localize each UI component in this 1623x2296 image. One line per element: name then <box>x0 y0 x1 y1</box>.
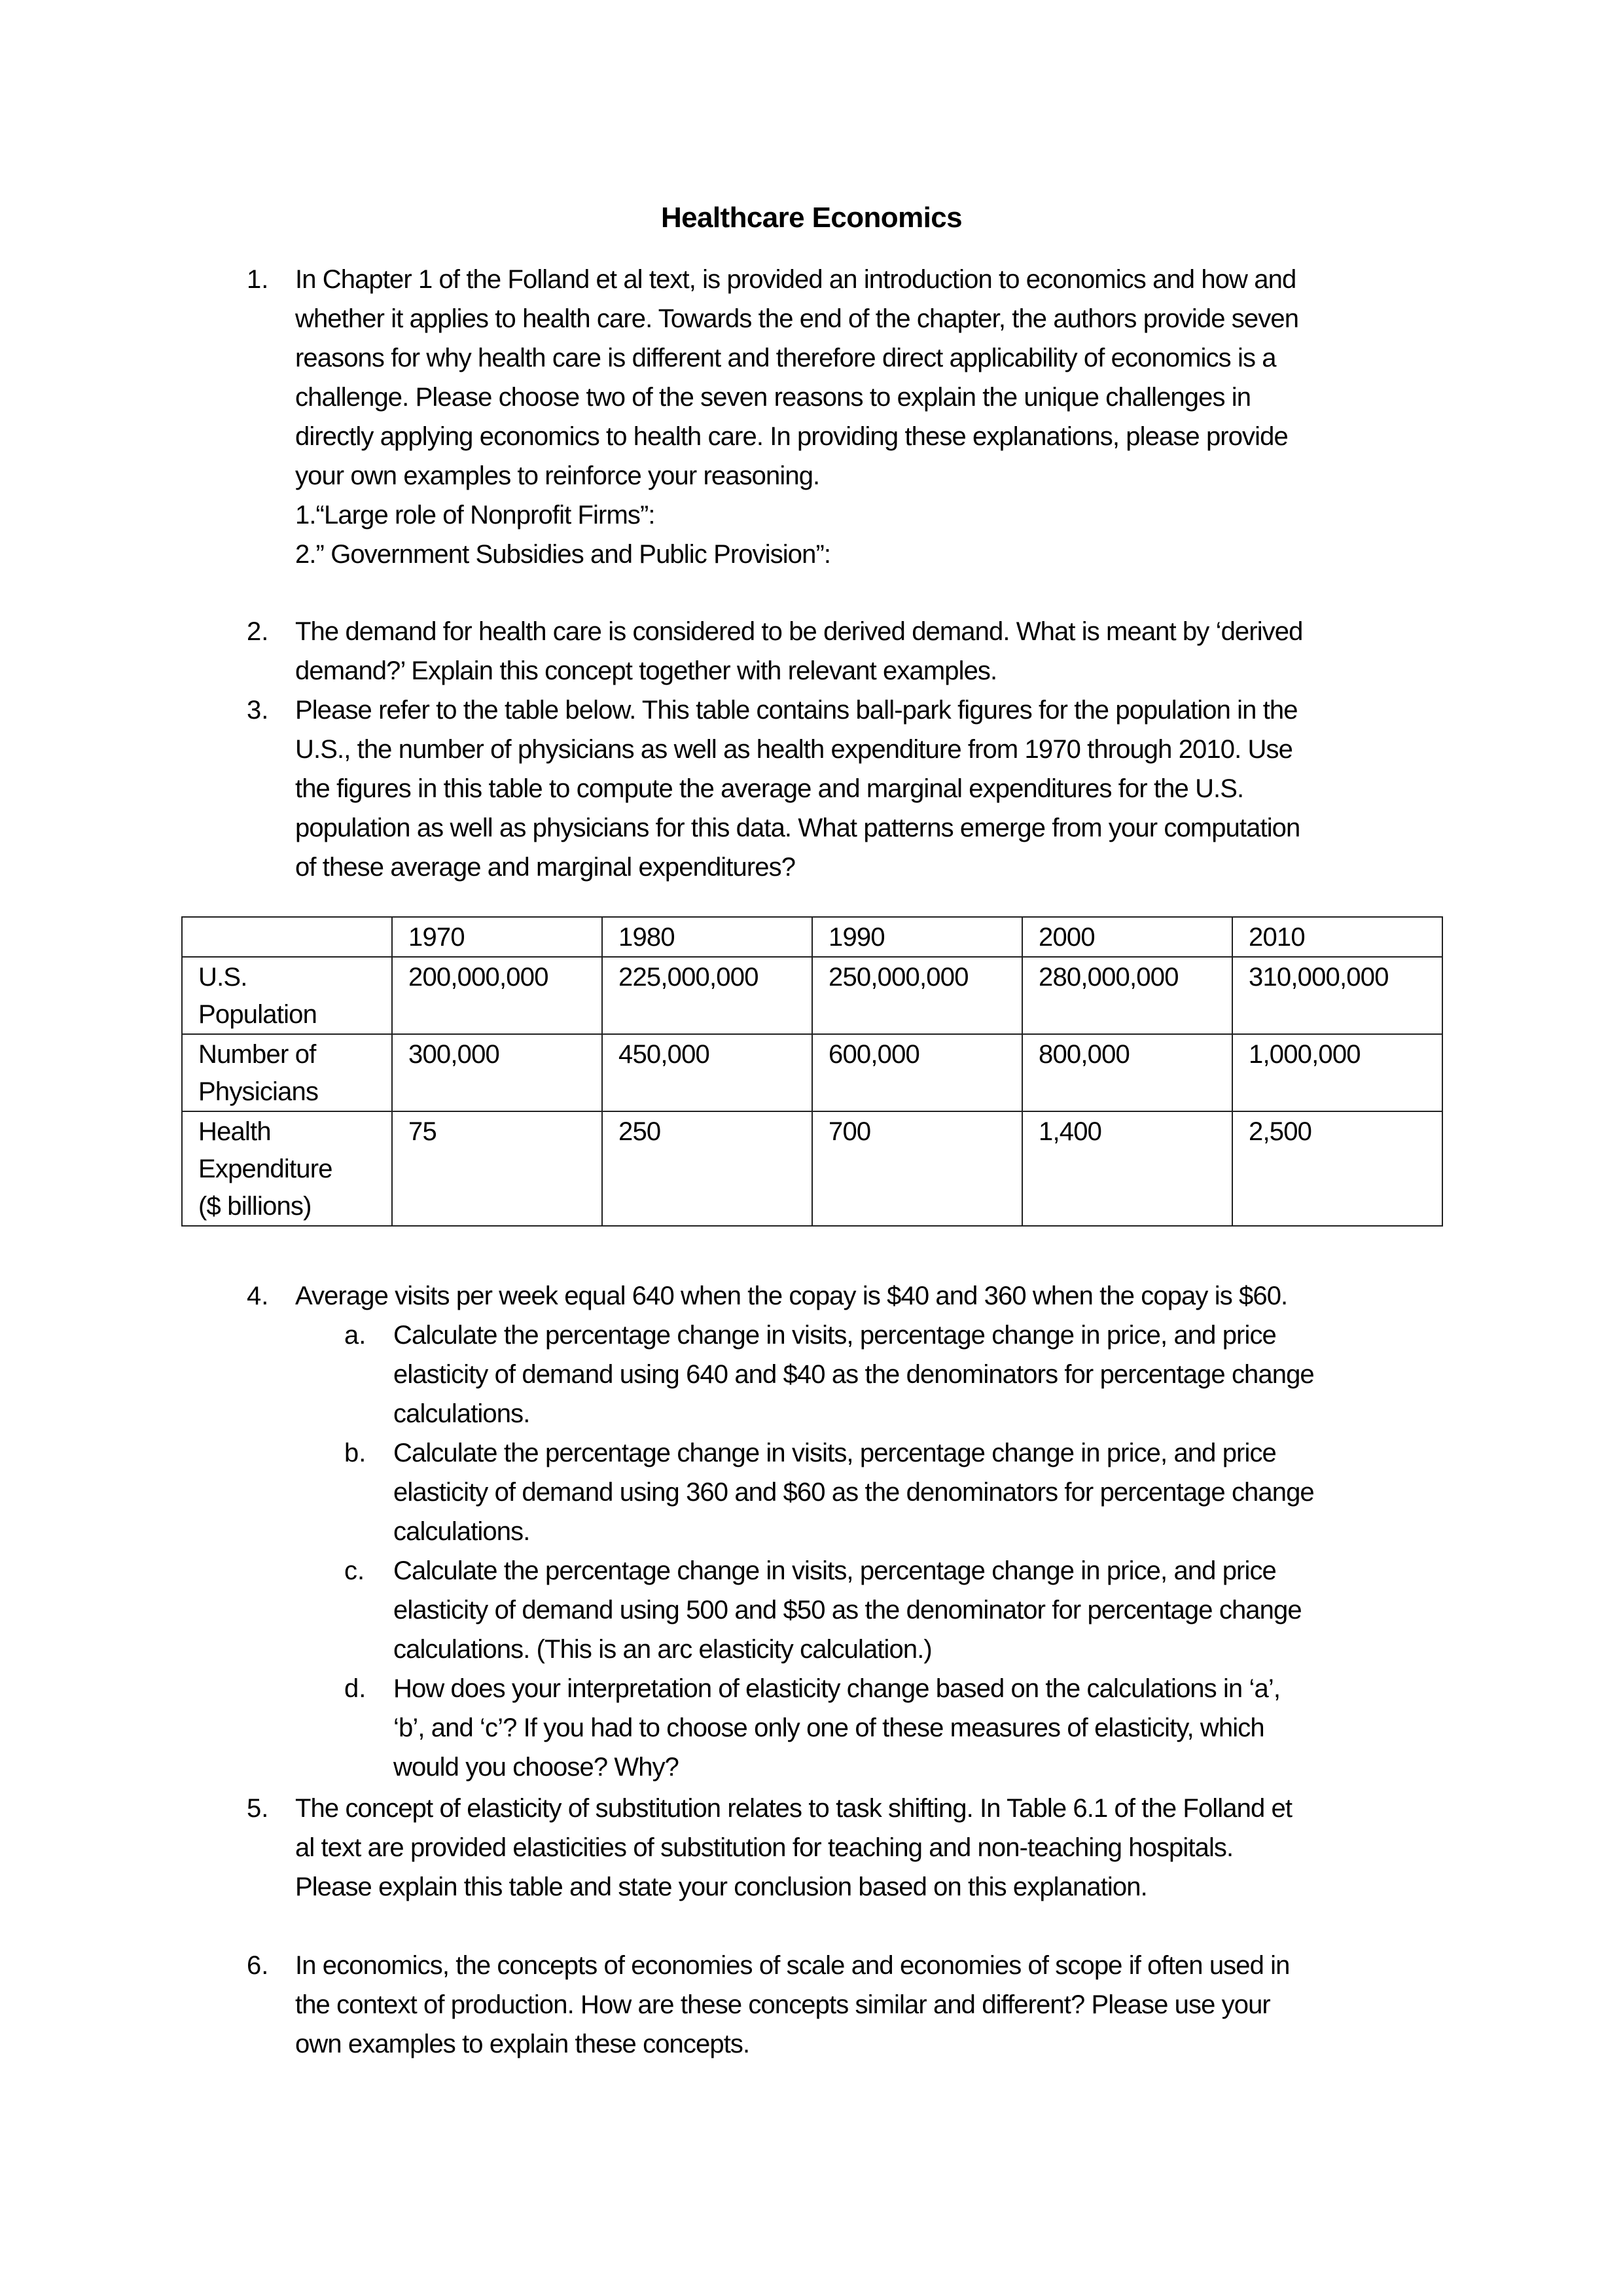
question-number: 1. <box>247 265 269 294</box>
question-text-line: demand?’ Explain this concept together with relevant examples. <box>295 656 997 685</box>
question-number: 2. <box>247 617 269 646</box>
row-label-line: Expenditure <box>198 1155 332 1183</box>
table-cell: 225,000,000 <box>602 957 812 1034</box>
question-text-line: The concept of elasticity of substitution relates to task shifting. In Table 6.1 of the Folland et <box>295 1794 1293 1823</box>
subquestion-letter: c. <box>344 1556 365 1585</box>
row-label-cell <box>182 1111 392 1226</box>
table-header-cell: 1970 <box>392 917 602 957</box>
table-cell: 1,000,000 <box>1232 1034 1442 1111</box>
table-cell: 450,000 <box>602 1034 812 1111</box>
row-label-line: Physicians <box>198 1077 319 1106</box>
subquestion-text-line: elasticity of demand using 500 and $50 as the denominator for percentage change <box>393 1596 1302 1624</box>
question-text-line: Please explain this table and state your conclusion based on this explanation. <box>295 1873 1147 1901</box>
reason-1-label: 1.“Large role of Nonprofit Firms”: <box>295 501 655 529</box>
subquestion-text-line: ‘b’, and ‘c’? If you had to choose only one of these measures of elasticity, which <box>393 1713 1264 1742</box>
subquestion-text-line: How does your interpretation of elasticity change based on the calculations in ‘a’, <box>393 1674 1281 1703</box>
row-label-line: U.S. <box>198 963 247 992</box>
question-number: 4. <box>247 1282 269 1310</box>
question-number: 6. <box>247 1951 269 1980</box>
question-text-line: al text are provided elasticities of substitution for teaching and non-teaching hospitals. <box>295 1833 1234 1862</box>
table-header-cell: 2000 <box>1022 917 1232 957</box>
table-cell: 75 <box>392 1111 602 1226</box>
table-header-cell: 2010 <box>1232 917 1442 957</box>
subquestion-letter: a. <box>344 1321 366 1350</box>
table-cell: 250 <box>602 1111 812 1226</box>
row-label-cell <box>182 1034 392 1111</box>
table-header-cell: 1990 <box>812 917 1022 957</box>
table-cell: 600,000 <box>812 1034 1022 1111</box>
question-text-line: of these average and marginal expenditures? <box>295 853 796 882</box>
question-text-line: own examples to explain these concepts. <box>295 2030 750 2058</box>
question-text-line: reasons for why health care is different and therefore direct applicability of economics is a <box>295 344 1276 372</box>
table-cell: 280,000,000 <box>1022 957 1232 1034</box>
question-text-line: the figures in this table to compute the average and marginal expenditures for the U.S. <box>295 774 1244 803</box>
table-cell: 800,000 <box>1022 1034 1232 1111</box>
question-number: 5. <box>247 1794 269 1823</box>
question-text-line: U.S., the number of physicians as well as health expenditure from 1970 through 2010. Use <box>295 735 1293 764</box>
table-cell: 2,500 <box>1232 1111 1442 1226</box>
question-text-line: Please refer to the table below. This table contains ball-park figures for the population in the <box>295 696 1298 725</box>
table-cell: 250,000,000 <box>812 957 1022 1034</box>
question-number: 3. <box>247 696 269 725</box>
table-row <box>182 1034 1442 1111</box>
question-text-line: directly applying economics to health care. In providing these explanations, please provide <box>295 422 1288 451</box>
question-text-line: In economics, the concepts of economies of scale and economies of scope if often used in <box>295 1951 1290 1980</box>
row-label-line: Health <box>198 1117 271 1146</box>
table-header-row <box>182 917 1442 957</box>
question-text-line: The demand for health care is considered to be derived demand. What is meant by ‘derived <box>295 617 1303 646</box>
subquestion-text-line: calculations. <box>393 1517 530 1546</box>
table-cell: 200,000,000 <box>392 957 602 1034</box>
subquestion-text-line: calculations. <box>393 1399 530 1428</box>
row-label-line: Number of <box>198 1040 316 1069</box>
table-cell: 300,000 <box>392 1034 602 1111</box>
subquestion-text-line: Calculate the percentage change in visits, percentage change in price, and price <box>393 1321 1276 1350</box>
table-cell: 700 <box>812 1111 1022 1226</box>
subquestion-letter: b. <box>344 1439 366 1467</box>
subquestion-text-line: calculations. (This is an arc elasticity calculation.) <box>393 1635 932 1664</box>
table-cell: 1,400 <box>1022 1111 1232 1226</box>
table-cell: 310,000,000 <box>1232 957 1442 1034</box>
subquestion-text-line: Calculate the percentage change in visits, percentage change in price, and price <box>393 1556 1276 1585</box>
question-text-line: challenge. Please choose two of the seven reasons to explain the unique challenges in <box>295 383 1251 412</box>
row-label-cell <box>182 957 392 1034</box>
document-title: Healthcare Economics <box>661 202 962 234</box>
subquestion-text-line: elasticity of demand using 640 and $40 as the denominators for percentage change <box>393 1360 1314 1389</box>
subquestion-text-line: would you choose? Why? <box>393 1753 679 1782</box>
question-text-line: population as well as physicians for this data. What patterns emerge from your computation <box>295 814 1300 842</box>
table-header-cell: 1980 <box>602 917 812 957</box>
subquestion-text-line: elasticity of demand using 360 and $60 as the denominators for percentage change <box>393 1478 1314 1507</box>
question-text-line: Average visits per week equal 640 when the copay is $40 and 360 when the copay is $60. <box>295 1282 1288 1310</box>
table-header-cell <box>182 917 392 957</box>
row-label-line: Population <box>198 1000 317 1029</box>
data-table <box>181 916 1443 1227</box>
question-text-line: your own examples to reinforce your reasoning. <box>295 461 820 490</box>
question-text-line: the context of production. How are these concepts similar and different? Please use your <box>295 1990 1270 2019</box>
subquestion-letter: d. <box>344 1674 366 1703</box>
question-text-line: whether it applies to health care. Towards the end of the chapter, the authors provide seven <box>295 304 1299 333</box>
row-label-line: ($ billions) <box>198 1192 312 1221</box>
table-row <box>182 957 1442 1034</box>
subquestion-text-line: Calculate the percentage change in visits, percentage change in price, and price <box>393 1439 1276 1467</box>
table-row <box>182 1111 1442 1226</box>
reason-2-label: 2.” Government Subsidies and Public Provision”: <box>295 540 831 569</box>
question-text-line: In Chapter 1 of the Folland et al text, is provided an introduction to economics and how and <box>295 265 1296 294</box>
